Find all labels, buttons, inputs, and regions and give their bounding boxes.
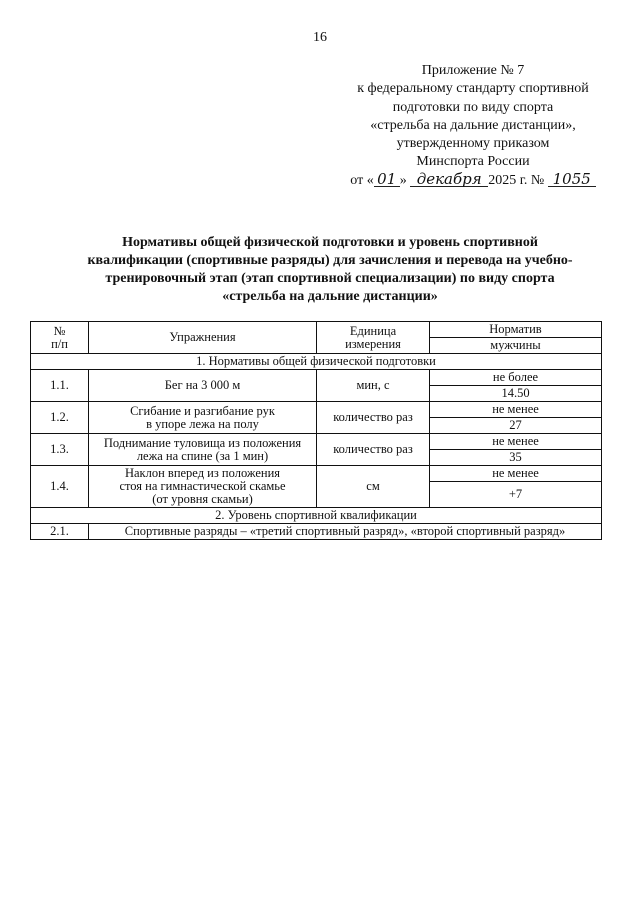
row-num: 2.1.	[31, 524, 89, 540]
row-unit: см	[317, 466, 430, 508]
row-unit: количество раз	[317, 402, 430, 434]
row-condition: не менее	[430, 402, 602, 418]
header-num: № п/п	[31, 322, 89, 354]
row-exercise: Сгибание и разгибание рук в упоре лежа на полу	[89, 402, 317, 434]
header-norm: Норматив	[430, 322, 602, 338]
row-unit: количество раз	[317, 434, 430, 466]
appendix-line: к федеральному стандарту спортивной	[357, 81, 589, 97]
row-value: +7	[430, 482, 602, 508]
appendix-header	[340, 62, 606, 190]
row-num: 1.3.	[31, 434, 89, 466]
header-unit: Единица измерения	[317, 322, 430, 354]
row-num: 1.4.	[31, 466, 89, 508]
title-line: «стрельба на дальние дистанции»	[222, 289, 438, 304]
row-exercise: Наклон вперед из положения стоя на гимнастической скамье (от уровня скамьи)	[89, 466, 317, 508]
handwritten-month: декабря	[410, 172, 488, 187]
appendix-line: Приложение № 7	[421, 63, 525, 78]
handwritten-order-number: 1055	[548, 172, 596, 187]
appendix-line: утвержденному приказом	[396, 136, 550, 152]
header-exercise: Упражнения	[89, 322, 317, 354]
date-prefix: от «	[350, 172, 374, 188]
title-line: Нормативы общей физической подготовки и уровень спортивной	[122, 235, 538, 250]
title-line: квалификации (спортивные разряды) для зачисления и перевода на учебно-	[87, 253, 573, 268]
header-gender: мужчины	[430, 338, 602, 354]
date-year: 2025 г. №	[488, 172, 545, 188]
row-qualification: Спортивные разряды – «третий спортивный разряд», «второй спортивный разряд»	[89, 524, 602, 540]
section-title: 2. Уровень спортивной квалификации	[31, 508, 602, 524]
row-condition: не более	[430, 370, 602, 386]
appendix-line: Минспорта России	[416, 154, 530, 170]
norms-table	[30, 321, 602, 540]
page-number: 16	[313, 30, 327, 45]
document-title	[60, 234, 600, 306]
row-condition: не менее	[430, 434, 602, 450]
row-value: 27	[430, 418, 602, 434]
section-title: 1. Нормативы общей физической подготовки	[31, 354, 602, 370]
row-exercise: Поднимание туловища из положения лежа на спине (за 1 мин)	[89, 434, 317, 466]
row-value: 14.50	[430, 386, 602, 402]
row-exercise: Бег на 3 000 м	[89, 370, 317, 402]
appendix-line: подготовки по виду спорта	[392, 99, 554, 115]
row-value: 35	[430, 450, 602, 466]
date-mid: »	[399, 172, 407, 188]
row-num: 1.2.	[31, 402, 89, 434]
row-unit: мин, с	[317, 370, 430, 402]
row-num: 1.1.	[31, 370, 89, 402]
title-line: тренировочный этап (этап спортивной специализации) по виду спорта	[105, 271, 555, 286]
order-date-line	[340, 169, 606, 190]
row-condition: не менее	[430, 466, 602, 482]
appendix-line: «стрельба на дальние дистанции»,	[370, 117, 576, 133]
handwritten-day: 01	[374, 172, 400, 187]
